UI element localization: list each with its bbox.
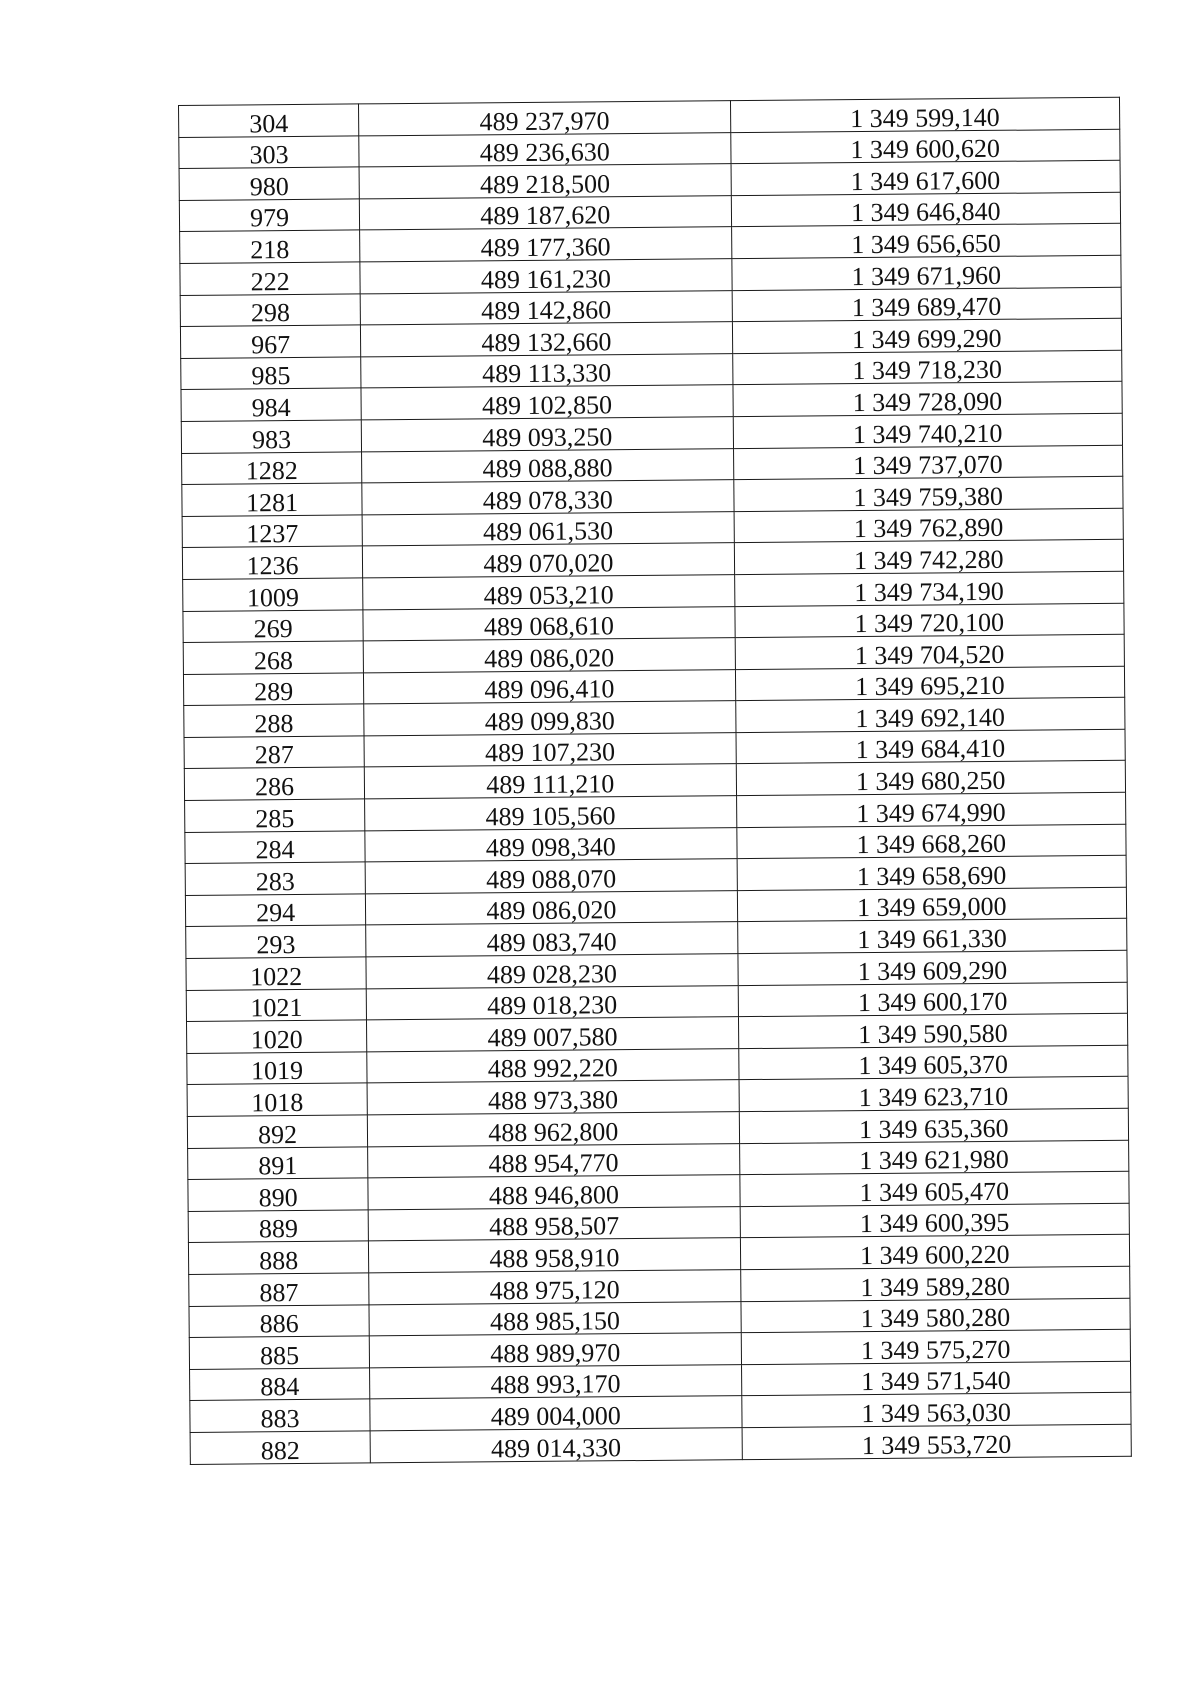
cell-text: 303 xyxy=(249,140,289,170)
point-number-cell xyxy=(183,673,363,706)
y-coordinate-cell xyxy=(737,950,1127,985)
point-number-cell xyxy=(179,167,359,200)
x-coordinate-cell xyxy=(368,1206,740,1241)
point-number-cell xyxy=(183,609,363,642)
cell-text: 489 099,830 xyxy=(484,706,615,737)
x-coordinate-cell xyxy=(361,417,733,452)
cell-text: 1 349 617,600 xyxy=(850,165,1001,196)
y-coordinate-cell xyxy=(741,1393,1131,1428)
y-coordinate-cell xyxy=(732,287,1122,322)
point-number-cell xyxy=(185,862,365,895)
cell-text: 1 349 659,000 xyxy=(856,892,1007,923)
cell-text: 1022 xyxy=(250,961,303,992)
cell-text: 489 083,740 xyxy=(486,927,617,958)
cell-text: 489 070,020 xyxy=(483,548,614,579)
cell-text: 1 349 671,960 xyxy=(851,260,1002,291)
cell-text: 489 028,230 xyxy=(486,958,618,989)
y-coordinate-cell xyxy=(730,97,1120,132)
cell-text: 1 349 734,190 xyxy=(854,576,1004,607)
x-coordinate-cell xyxy=(359,132,731,167)
y-coordinate-cell xyxy=(732,318,1122,353)
cell-text: 488 993,170 xyxy=(490,1369,621,1400)
cell-text: 979 xyxy=(249,203,290,233)
cell-text: 489 053,210 xyxy=(483,579,614,610)
point-number-cell xyxy=(180,262,360,295)
point-number-cell xyxy=(186,957,366,990)
cell-text: 1 349 689,470 xyxy=(851,291,1002,323)
y-coordinate-cell xyxy=(733,445,1123,480)
cell-text: 284 xyxy=(255,835,295,865)
y-coordinate-cell xyxy=(733,413,1123,448)
y-coordinate-cell xyxy=(734,571,1124,606)
cell-text: 1 349 605,470 xyxy=(859,1176,1010,1207)
y-coordinate-cell xyxy=(738,982,1128,1017)
y-coordinate-cell xyxy=(730,129,1120,164)
cell-text: 489 004,000 xyxy=(490,1401,621,1432)
cell-text: 1009 xyxy=(246,582,300,612)
cell-text: 889 xyxy=(258,1214,299,1244)
point-number-cell xyxy=(187,1083,367,1116)
cell-text: 1 349 742,280 xyxy=(853,544,1004,576)
y-coordinate-cell xyxy=(733,382,1123,417)
x-coordinate-cell xyxy=(368,1175,740,1210)
cell-text: 984 xyxy=(251,392,291,423)
x-coordinate-cell xyxy=(367,1017,739,1052)
cell-text: 1 349 661,330 xyxy=(857,923,1007,955)
point-number-cell xyxy=(190,1399,370,1432)
cell-text: 1 349 695,210 xyxy=(855,671,1005,702)
cell-text: 1019 xyxy=(250,1056,304,1086)
point-number-cell xyxy=(186,989,366,1022)
cell-text: 1 349 599,140 xyxy=(850,102,1000,133)
y-coordinate-cell xyxy=(738,1045,1128,1080)
cell-text: 1 349 635,360 xyxy=(858,1113,1009,1144)
cell-text: 892 xyxy=(257,1119,298,1149)
cell-text: 489 093,250 xyxy=(482,421,613,452)
y-coordinate-cell xyxy=(735,634,1125,669)
cell-text: 1 349 571,540 xyxy=(861,1366,1011,1397)
y-coordinate-cell xyxy=(735,698,1125,733)
cell-text: 304 xyxy=(249,108,289,138)
cell-text: 887 xyxy=(259,1277,299,1307)
cell-text: 489 187,620 xyxy=(480,200,611,231)
y-coordinate-cell xyxy=(736,824,1126,859)
cell-text: 268 xyxy=(253,645,294,676)
cell-text: 1 349 737,070 xyxy=(853,449,1003,481)
cell-text: 488 973,380 xyxy=(487,1085,619,1116)
cell-text: 891 xyxy=(258,1151,298,1181)
table-row xyxy=(179,97,1120,137)
cell-text: 1 349 563,030 xyxy=(861,1397,1012,1429)
cell-text: 1 349 656,650 xyxy=(851,228,1001,260)
cell-text: 489 061,530 xyxy=(482,516,614,547)
cell-text: 489 105,560 xyxy=(485,800,616,831)
point-number-cell xyxy=(184,736,364,769)
cell-text: 489 177,360 xyxy=(480,232,611,263)
cell-text: 488 989,970 xyxy=(490,1337,621,1369)
cell-text: 293 xyxy=(256,930,296,960)
point-number-cell xyxy=(184,767,364,800)
point-number-cell xyxy=(181,388,361,421)
x-coordinate-cell xyxy=(366,922,738,957)
cell-text: 488 946,800 xyxy=(488,1179,620,1211)
cell-text: 489 007,580 xyxy=(487,1022,618,1053)
y-coordinate-cell xyxy=(731,160,1121,195)
x-coordinate-cell xyxy=(369,1238,741,1273)
x-coordinate-cell xyxy=(363,606,735,641)
y-coordinate-cell xyxy=(731,255,1121,290)
point-number-cell xyxy=(188,1146,368,1179)
x-coordinate-cell xyxy=(370,1364,742,1399)
cell-text: 269 xyxy=(253,614,293,644)
point-number-cell xyxy=(188,1210,368,1243)
x-coordinate-cell xyxy=(359,164,731,199)
x-coordinate-cell xyxy=(362,511,734,546)
cell-text: 489 018,230 xyxy=(487,990,618,1021)
cell-text: 218 xyxy=(250,235,290,265)
x-coordinate-cell xyxy=(364,701,736,736)
x-coordinate-cell xyxy=(364,669,736,704)
y-coordinate-cell xyxy=(740,1266,1130,1301)
point-number-cell xyxy=(188,1241,368,1274)
point-number-cell xyxy=(187,1052,367,1085)
cell-text: 1 349 575,270 xyxy=(860,1334,1011,1365)
cell-text: 489 161,230 xyxy=(480,263,612,294)
cell-text: 489 086,020 xyxy=(484,642,615,674)
cell-text: 1 349 623,710 xyxy=(858,1081,1009,1113)
x-coordinate-cell xyxy=(363,575,735,610)
cell-text: 888 xyxy=(259,1245,299,1276)
cell-text: 1 349 718,230 xyxy=(852,355,1002,386)
coordinates-table xyxy=(178,97,1132,1465)
coordinates-table-body xyxy=(179,97,1132,1464)
x-coordinate-cell xyxy=(359,195,731,230)
x-coordinate-cell xyxy=(367,1112,739,1147)
cell-text: 489 132,660 xyxy=(481,326,612,358)
point-number-cell xyxy=(182,515,362,548)
x-coordinate-cell xyxy=(369,1270,741,1305)
cell-text: 489 218,500 xyxy=(479,169,611,200)
cell-text: 1281 xyxy=(245,487,299,518)
x-coordinate-cell xyxy=(364,764,736,799)
y-coordinate-cell xyxy=(737,856,1127,891)
cell-text: 489 096,410 xyxy=(484,674,615,705)
y-coordinate-cell xyxy=(733,476,1123,511)
cell-text: 1236 xyxy=(246,550,299,581)
cell-text: 488 975,120 xyxy=(489,1274,620,1305)
point-number-cell xyxy=(188,1178,368,1211)
point-number-cell xyxy=(180,293,360,326)
cell-text: 967 xyxy=(251,329,291,360)
x-coordinate-cell xyxy=(365,796,737,831)
x-coordinate-cell xyxy=(368,1143,740,1178)
cell-text: 1 349 704,520 xyxy=(854,639,1005,670)
cell-text: 294 xyxy=(256,898,296,928)
cell-text: 283 xyxy=(255,866,295,897)
x-coordinate-cell xyxy=(360,290,732,325)
cell-text: 1237 xyxy=(246,519,299,549)
point-number-cell xyxy=(179,104,359,137)
point-number-cell xyxy=(190,1368,370,1401)
y-coordinate-cell xyxy=(732,350,1122,385)
cell-text: 1 349 605,370 xyxy=(858,1050,1009,1081)
cell-text: 983 xyxy=(251,424,292,454)
point-number-cell xyxy=(182,483,362,516)
point-number-cell xyxy=(181,357,361,390)
point-number-cell xyxy=(181,420,361,453)
cell-text: 1 349 674,990 xyxy=(856,797,1006,828)
cell-text: 1021 xyxy=(250,993,303,1023)
x-coordinate-cell xyxy=(362,448,734,483)
x-coordinate-cell xyxy=(360,259,732,294)
cell-text: 287 xyxy=(254,740,294,770)
cell-text: 489 088,070 xyxy=(486,864,617,895)
x-coordinate-cell xyxy=(361,385,733,420)
cell-text: 1 349 762,890 xyxy=(853,513,1004,544)
cell-text: 1 349 621,980 xyxy=(859,1144,1009,1176)
cell-text: 1 349 589,280 xyxy=(860,1271,1010,1302)
cell-text: 298 xyxy=(250,298,291,328)
cell-text: 884 xyxy=(260,1372,300,1402)
y-coordinate-cell xyxy=(734,508,1124,543)
point-number-cell xyxy=(186,925,366,958)
y-coordinate-cell xyxy=(737,919,1127,954)
y-coordinate-cell xyxy=(739,1077,1129,1112)
point-number-cell xyxy=(186,1020,366,1053)
y-coordinate-cell xyxy=(731,224,1121,259)
cell-text: 489 078,330 xyxy=(482,484,613,516)
cell-text: 1 349 720,100 xyxy=(854,607,1005,639)
cell-text: 489 068,610 xyxy=(483,611,615,642)
cell-text: 488 958,910 xyxy=(489,1243,620,1274)
cell-text: 489 086,020 xyxy=(486,895,617,926)
cell-text: 1 349 600,620 xyxy=(850,134,1001,165)
cell-text: 489 107,230 xyxy=(484,737,616,768)
point-number-cell xyxy=(182,546,362,579)
x-coordinate-cell xyxy=(370,1428,742,1463)
y-coordinate-cell xyxy=(739,1140,1129,1175)
cell-text: 1 349 684,410 xyxy=(855,734,1006,765)
point-number-cell xyxy=(185,799,365,832)
y-coordinate-cell xyxy=(734,603,1124,638)
cell-text: 488 962,800 xyxy=(488,1116,619,1147)
y-coordinate-cell xyxy=(737,887,1127,922)
point-number-cell xyxy=(183,578,363,611)
y-coordinate-cell xyxy=(740,1203,1130,1238)
point-number-cell xyxy=(189,1304,369,1337)
cell-text: 489 113,330 xyxy=(482,358,612,389)
y-coordinate-cell xyxy=(734,540,1124,575)
y-coordinate-cell xyxy=(740,1235,1130,1270)
cell-text: 1 349 600,395 xyxy=(859,1208,1010,1239)
y-coordinate-cell xyxy=(742,1424,1132,1459)
cell-text: 222 xyxy=(250,266,290,296)
cell-text: 489 088,880 xyxy=(482,453,613,484)
cell-text: 488 985,150 xyxy=(489,1306,621,1337)
cell-text: 1 349 740,210 xyxy=(852,418,1003,449)
y-coordinate-cell xyxy=(736,729,1126,764)
x-coordinate-cell xyxy=(370,1396,742,1431)
cell-text: 1 349 692,140 xyxy=(855,702,1006,733)
cell-text: 1 349 759,380 xyxy=(853,481,1004,512)
x-coordinate-cell xyxy=(362,480,734,515)
cell-text: 488 954,770 xyxy=(488,1148,619,1179)
cell-text: 1018 xyxy=(251,1087,304,1118)
cell-text: 285 xyxy=(255,803,295,834)
point-number-cell xyxy=(179,199,359,232)
cell-text: 883 xyxy=(260,1403,300,1434)
point-number-cell xyxy=(184,704,364,737)
x-coordinate-cell xyxy=(366,890,738,925)
point-number-cell xyxy=(189,1273,369,1306)
cell-text: 489 102,850 xyxy=(481,390,613,421)
cell-text: 489 098,340 xyxy=(485,832,616,863)
cell-text: 488 992,220 xyxy=(487,1053,618,1084)
y-coordinate-cell xyxy=(738,1013,1128,1048)
x-coordinate-cell xyxy=(365,827,737,862)
y-coordinate-cell xyxy=(741,1361,1131,1396)
cell-text: 1 349 553,720 xyxy=(861,1429,1012,1460)
cell-text: 1 349 600,170 xyxy=(857,987,1008,1018)
x-coordinate-cell xyxy=(360,227,732,262)
x-coordinate-cell xyxy=(364,733,736,768)
x-coordinate-cell xyxy=(369,1301,741,1336)
cell-text: 886 xyxy=(259,1309,299,1339)
x-coordinate-cell xyxy=(367,1080,739,1115)
point-number-cell xyxy=(183,641,363,674)
point-number-cell xyxy=(180,325,360,358)
cell-text: 1 349 590,580 xyxy=(858,1018,1008,1049)
x-coordinate-cell xyxy=(359,101,731,136)
cell-text: 1 349 646,840 xyxy=(850,197,1001,228)
y-coordinate-cell xyxy=(741,1329,1131,1364)
cell-text: 1 349 668,260 xyxy=(856,829,1007,860)
cell-text: 489 014,330 xyxy=(490,1432,622,1463)
x-coordinate-cell xyxy=(365,859,737,894)
cell-text: 1 349 580,280 xyxy=(860,1302,1011,1334)
x-coordinate-cell xyxy=(363,638,735,673)
point-number-cell xyxy=(187,1115,367,1148)
cell-text: 882 xyxy=(260,1435,300,1465)
cell-text: 1 349 728,090 xyxy=(852,386,1003,418)
point-number-cell xyxy=(189,1336,369,1369)
cell-text: 1 349 680,250 xyxy=(855,765,1006,797)
y-coordinate-cell xyxy=(736,761,1126,796)
cell-text: 489 236,630 xyxy=(479,137,610,168)
y-coordinate-cell xyxy=(741,1298,1131,1333)
x-coordinate-cell xyxy=(361,353,733,388)
y-coordinate-cell xyxy=(739,1171,1129,1206)
y-coordinate-cell xyxy=(735,666,1125,701)
x-coordinate-cell xyxy=(363,543,735,578)
point-number-cell xyxy=(182,451,362,484)
point-number-cell xyxy=(180,230,360,263)
cell-text: 1 349 600,220 xyxy=(859,1239,1010,1271)
cell-text: 489 142,860 xyxy=(481,295,612,326)
cell-text: 489 111,210 xyxy=(486,769,615,800)
point-number-cell xyxy=(190,1431,370,1464)
cell-text: 489 237,970 xyxy=(479,105,610,136)
point-number-cell xyxy=(179,136,359,169)
cell-text: 980 xyxy=(249,171,289,202)
y-coordinate-cell xyxy=(739,1108,1129,1143)
cell-text: 286 xyxy=(254,772,295,802)
cell-text: 488 958,507 xyxy=(489,1211,620,1242)
cell-text: 885 xyxy=(259,1340,300,1371)
x-coordinate-cell xyxy=(369,1333,741,1368)
cell-text: 1 349 658,690 xyxy=(856,860,1007,891)
y-coordinate-cell xyxy=(736,792,1126,827)
x-coordinate-cell xyxy=(366,985,738,1020)
x-coordinate-cell xyxy=(366,954,738,989)
x-coordinate-cell xyxy=(361,322,733,357)
point-number-cell xyxy=(185,894,365,927)
cell-text: 289 xyxy=(254,677,294,707)
point-number-cell xyxy=(185,831,365,864)
cell-text: 890 xyxy=(258,1182,298,1213)
y-coordinate-cell xyxy=(731,192,1121,227)
cell-text: 1282 xyxy=(245,456,298,486)
cell-text: 288 xyxy=(254,708,294,739)
x-coordinate-cell xyxy=(367,1048,739,1083)
cell-text: 1020 xyxy=(250,1024,303,1055)
cell-text: 1 349 699,290 xyxy=(851,323,1002,354)
cell-text: 985 xyxy=(251,361,291,391)
cell-text: 1 349 609,290 xyxy=(857,955,1008,986)
